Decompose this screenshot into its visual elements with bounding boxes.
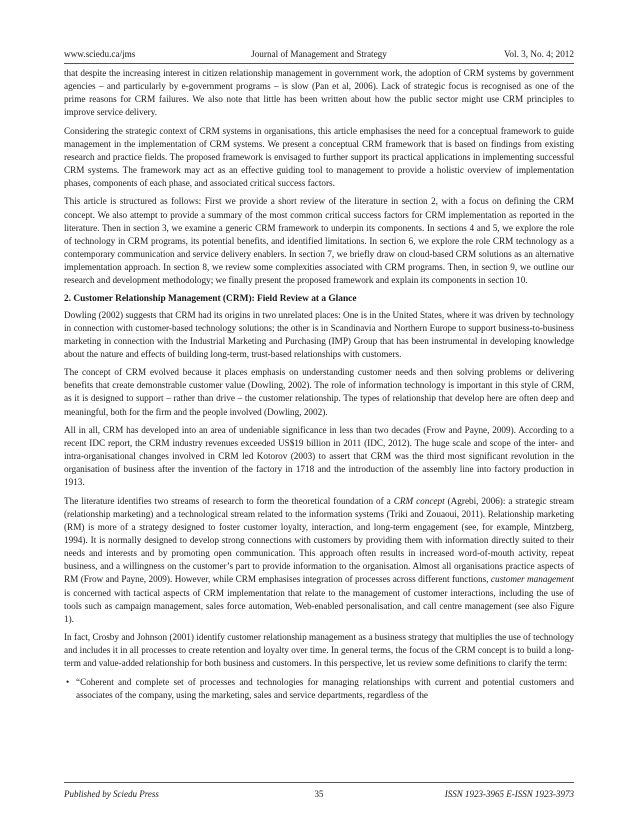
page-header [64, 47, 574, 61]
paragraph-7-part-b: (Agrebi, 2006): a strategic stream (relationship marketing) and a technological stream related to the information systems (Triki and Zouaoui, 2011). Relationship marketing (RM) is more of a strategy designed to foster customer loyalty, interaction, and long-term engagement (see, for example, Mintzberg, 1994). It is normally designed to develop strong connections with customers by providing them with information directly suited to their needs and interests and by promoting open communication. This approach often results in increased word-of-mouth activity, repeat business, and a willingness on the customer’s part to provide information to the organisation. Almost all organisations practice aspects of RM (Frow and Payne, 2009). However, while CRM emphasises integration of processes across different functions, [64, 495, 574, 585]
paragraph-1: that despite the increasing interest in citizen relationship management in government work, the adoption of CRM systems by government agencies – and particularly by e-government programs – is slow (Pan et al, 2006). Lack of strategic focus is recognised as one of the prime reasons for CRM failures. We also note that little has been written about how the public sector might use CRM principles to improve service delivery. [64, 68, 574, 118]
bullet-icon: • [66, 676, 70, 687]
issn: ISSN 1923-3965 E-ISSN 1923-3973 [444, 789, 574, 799]
customer-management-emphasis: customer management [490, 574, 574, 585]
paragraph-2: Considering the strategic context of CRM systems in organisations, this article emphasises the need for a conceptual framework to guide management in the implementation of CRM systems. We present a conceptual CRM framework that is based on findings from existing research and practice fields. The proposed framework is envisaged to further support its practical applications in implementing successful CRM systems. The framework may act as an effective guiding tool to management to provide a holistic overview of implementation phases, components of each phase, and associated critical success factors. [64, 125, 574, 189]
list-item [66, 676, 574, 702]
paragraph-7-part-c: is concerned with tactical aspects of CRM implementation that relate to the management of customer interactions, including the use of tools such as campaign management, sales force automation, Web-enabled personalisation, and call centre management (see also Figure 1). [64, 587, 574, 624]
page-footer [64, 787, 574, 801]
paragraph-8: In fact, Crosby and Johnson (2001) identify customer relationship management as a business strategy that multiplies the use of technology and includes it in all processes to create retention and loyalty over time. In general terms, the focus of the CRM concept is to build a long-term and value-added relationship for both business and customers. In this perspective, let us review some definitions to clarify the term: [64, 632, 574, 669]
paragraph-6: All in all, CRM has developed into an area of undeniable significance in less than two decades (Frow and Payne, 2009). According to a recent IDC report, the CRM industry revenues exceeded US$19 billion in 2011 (IDC, 2012). The huge scale and scope of the inter- and intra-organisational changes involved in CRM led Kotorov (2003) to assert that CRM was the third most significant revolution in the organisation of business after the invention of the factory in 1718 and the introduction of the assembly line into factory production in 1913. [64, 424, 574, 488]
crm-concept-emphasis: CRM concept [393, 495, 445, 506]
definition-list [64, 676, 574, 702]
paragraph-7 [64, 495, 574, 627]
volume-info: Vol. 3, No. 4; 2012 [503, 49, 574, 59]
publisher: Published by Sciedu Press [64, 789, 159, 799]
section-heading: 2. Customer Relationship Management (CRM): Field Review at a Glance [64, 293, 357, 304]
page-number: 35 [314, 789, 324, 799]
journal-url[interactable]: www.sciedu.ca/jms [64, 49, 136, 59]
paragraph-5: The concept of CRM evolved because it places emphasis on understanding customer needs and then solving problems or delivering benefits that create demonstrable customer value (Dowling, 2002). The role of information technology is important in this style of CRM, as it is designed to support – rather than drive – the customer relationship. The types of relationship that develop here are often deep and meaningful, both for the firm and the people involved (Dowling, 2002). [64, 367, 574, 417]
header-divider [64, 63, 574, 64]
paragraph-7-part-a: The literature identifies two streams of research to form the theoretical foundation of a [64, 495, 394, 506]
paragraph-3: This article is structured as follows: First we provide a short review of the literature in section 2, with a focus on defining the CRM concept. We also attempt to provide a summary of the most common critical success factors for CRM implementation as reported in the literature. Then in section 3, we examine a generic CRM framework to underpin its components. In sections 4 and 5, we explore the role of technology in CRM programs, its potential benefits, and identified limitations. In section 6, we explore the role CRM technology as a contemporary communication and service delivery enablers. In section 7, we briefly draw on cloud-based CRM solutions as an alternative implementation approach. In section 8, we review some complexities associated with CRM programs. Then, in section 9, we outline our research and development methodology; we finally present the proposed framework and explain its components in section 10. [64, 196, 574, 286]
definition-1: “Coherent and complete set of processes and technologies for managing relationships with current and potential customers and associates of the company, using the marketing, sales and service departments, regardless of the [76, 676, 574, 700]
article-body [64, 67, 574, 702]
journal-title: Journal of Management and Strategy [251, 49, 387, 59]
footer-divider [64, 782, 574, 783]
paragraph-4: Dowling (2002) suggests that CRM had its origins in two unrelated places: One is in the United States, where it was driven by technology in connection with customer-based technology solutions; the other is in Scandinavia and Northern Europe to support business-to-business marketing in connection with the Industrial Marketing and Purchasing (IMP) Group that has been instrumental in developing knowledge about the nature and effects of building long-term, trust-based relationships with customers. [64, 309, 574, 359]
